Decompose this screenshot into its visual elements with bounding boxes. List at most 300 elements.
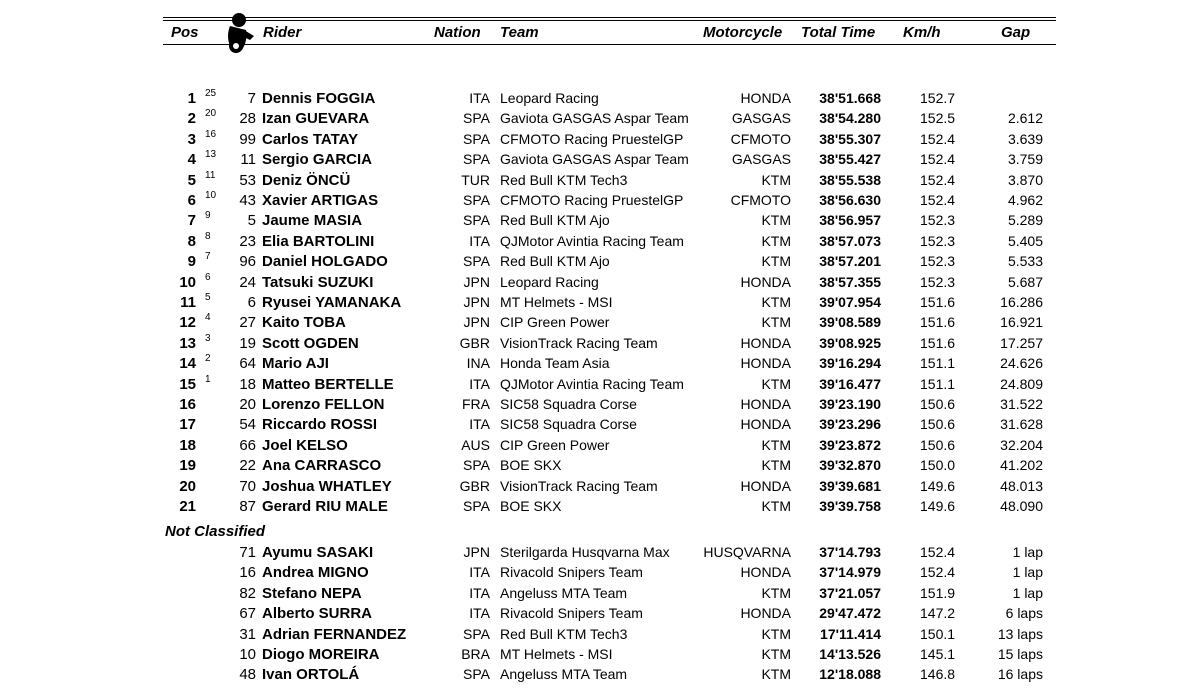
cell-rider: Gerard RIU MALE <box>262 498 388 515</box>
cell-nation: AUS <box>461 436 490 453</box>
cell-pts: 9 <box>205 210 211 222</box>
cell-pos: 6 <box>187 192 196 209</box>
header-gap: Gap <box>1001 24 1031 41</box>
cell-pos: 20 <box>179 477 196 495</box>
cell-moto: KTM <box>761 584 791 601</box>
cell-gap: 5.687 <box>1007 273 1043 290</box>
cell-gap: 3.639 <box>1007 130 1043 147</box>
cell-pts: 2 <box>205 353 211 365</box>
cell-gap: 32.204 <box>1000 436 1043 453</box>
cell-team: SIC58 Squadra Corse <box>500 396 637 412</box>
cell-team: Gaviota GASGAS Aspar Team <box>500 151 689 168</box>
cell-nation: INA <box>466 355 490 372</box>
cell-num: 7 <box>247 90 256 107</box>
cell-moto: HONDA <box>740 416 791 433</box>
cell-rider: Andrea MIGNO <box>262 564 369 582</box>
cell-pos: 16 <box>179 396 196 413</box>
cell-rider: Stefano NEPA <box>262 584 362 602</box>
cell-nation: JPN <box>463 294 490 310</box>
cell-pos: 9 <box>187 253 196 271</box>
cell-time: 38'54.280 <box>819 110 881 127</box>
cell-kmh: 152.4 <box>920 564 956 581</box>
header-rider: Rider <box>263 24 302 41</box>
cell-gap: 3.870 <box>1007 171 1043 188</box>
cell-pos: 18 <box>179 436 196 454</box>
cell-nation: GBR <box>459 477 490 494</box>
cell-time: 39'16.477 <box>819 375 881 392</box>
cell-pts: 20 <box>205 108 217 120</box>
cell-kmh: 145.1 <box>920 646 956 662</box>
cell-num: 6 <box>247 294 256 311</box>
cell-gap: 5.289 <box>1007 212 1043 229</box>
cell-moto: HUSQVARNA <box>703 544 791 560</box>
cell-pos: 8 <box>187 232 196 250</box>
cell-nation: SPA <box>463 457 490 474</box>
cell-nation: JPN <box>463 544 490 560</box>
cell-gap: 48.013 <box>1000 477 1043 494</box>
cell-num: 96 <box>239 253 256 271</box>
cell-time: 38'57.073 <box>819 232 881 249</box>
cell-team: Sterilgarda Husqvarna Max <box>500 544 670 560</box>
cell-kmh: 151.6 <box>920 314 956 331</box>
result-row <box>0 373 1200 396</box>
cell-gap: 16.921 <box>1000 314 1043 331</box>
header-pos: Pos <box>171 24 199 41</box>
header-bottom-rule <box>163 44 1056 45</box>
cell-nation: ITA <box>469 564 490 581</box>
cell-gap: 16.286 <box>1000 294 1043 310</box>
cell-moto: KTM <box>761 666 791 683</box>
cell-pos: 12 <box>179 314 196 332</box>
cell-num: 24 <box>239 273 256 291</box>
cell-moto: HONDA <box>740 90 791 106</box>
cell-moto: KTM <box>761 498 791 514</box>
result-row <box>0 355 1200 375</box>
cell-rider: Scott OGDEN <box>262 334 359 352</box>
cell-team: MT Helmets - MSI <box>500 646 613 662</box>
result-row <box>0 498 1200 518</box>
result-row <box>0 332 1200 355</box>
cell-moto: GASGAS <box>731 151 791 168</box>
header-nation: Nation <box>434 24 481 41</box>
cell-rider: Jaume MASIA <box>262 212 363 230</box>
result-row <box>0 605 1200 625</box>
cell-num: 20 <box>239 396 256 413</box>
cell-rider: Ana CARRASCO <box>262 457 382 475</box>
cell-rider: Joel KELSO <box>262 436 348 454</box>
cell-num: 48 <box>239 666 256 684</box>
cell-nation: FRA <box>462 396 490 412</box>
cell-time: 39'07.954 <box>819 294 881 310</box>
cell-kmh: 150.6 <box>920 396 956 412</box>
cell-num: 23 <box>239 232 256 250</box>
result-row <box>0 230 1200 253</box>
result-row <box>0 416 1200 436</box>
result-row <box>0 212 1200 232</box>
cell-team: Honda Team Asia <box>500 355 610 372</box>
cell-nation: ITA <box>469 605 490 622</box>
cell-nation: SPA <box>463 110 490 127</box>
cell-pos: 7 <box>187 212 196 230</box>
cell-nation: SPA <box>463 192 490 208</box>
cell-num: 18 <box>239 375 256 393</box>
cell-team: Angeluss MTA Team <box>500 584 628 601</box>
cell-rider: Matteo BERTELLE <box>262 375 394 393</box>
cell-nation: SPA <box>463 498 490 514</box>
cell-team: Angeluss MTA Team <box>500 666 628 683</box>
cell-kmh: 149.6 <box>920 498 956 514</box>
cell-team: CFMOTO Racing PruestelGP <box>500 192 684 208</box>
cell-nation: JPN <box>463 273 490 290</box>
result-row <box>0 151 1200 171</box>
result-row <box>0 437 1200 457</box>
cell-moto: KTM <box>761 436 791 453</box>
cell-num: 87 <box>239 498 256 515</box>
header-top-rule <box>163 17 1056 18</box>
cell-pts: 3 <box>205 332 211 344</box>
cell-num: 31 <box>239 625 256 643</box>
cell-time: 29'47.472 <box>819 605 881 622</box>
cell-team: BOE SKX <box>500 457 562 474</box>
cell-moto: CFMOTO <box>730 192 791 208</box>
cell-gap: 4.962 <box>1007 192 1043 208</box>
cell-gap: 6 laps <box>1005 605 1043 622</box>
result-row <box>0 294 1200 314</box>
cell-pos: 11 <box>180 294 196 311</box>
cell-moto: GASGAS <box>731 110 791 127</box>
cell-kmh: 150.0 <box>920 457 956 474</box>
cell-kmh: 149.6 <box>920 477 956 494</box>
cell-rider: Elia BARTOLINI <box>262 232 375 250</box>
cell-moto: CFMOTO <box>730 130 791 147</box>
cell-num: 82 <box>239 584 256 602</box>
result-row <box>0 666 1200 686</box>
cell-num: 43 <box>239 192 256 209</box>
cell-rider: Kaito TOBA <box>262 314 346 332</box>
cell-kmh: 152.5 <box>920 110 956 127</box>
cell-pts: 5 <box>205 292 211 303</box>
cell-team: CIP Green Power <box>500 314 610 331</box>
cell-time: 39'23.872 <box>819 436 881 453</box>
cell-moto: KTM <box>761 253 791 270</box>
cell-time: 37'21.057 <box>819 584 881 601</box>
cell-rider: Xavier ARTIGAS <box>262 192 379 209</box>
cell-team: QJMotor Avintia Racing Team <box>500 232 684 249</box>
cell-pos: 5 <box>187 171 196 189</box>
cell-rider: Lorenzo FELLON <box>262 396 385 413</box>
cell-team: Rivacold Snipers Team <box>500 564 643 581</box>
cell-moto: HONDA <box>740 564 791 581</box>
cell-nation: SPA <box>463 253 490 270</box>
cell-team: Leopard Racing <box>500 273 599 290</box>
cell-gap: 3.759 <box>1007 151 1043 168</box>
cell-num: 19 <box>239 334 256 352</box>
cell-kmh: 152.4 <box>920 544 956 560</box>
cell-kmh: 151.6 <box>920 294 956 310</box>
cell-time: 38'56.957 <box>819 212 881 229</box>
cell-moto: HONDA <box>740 334 791 351</box>
cell-nation: SPA <box>463 212 490 229</box>
cell-time: 12'18.088 <box>819 666 881 683</box>
cell-num: 71 <box>239 544 256 561</box>
cell-moto: HONDA <box>740 605 791 622</box>
cell-gap: 41.202 <box>1000 457 1043 474</box>
result-row <box>0 478 1200 498</box>
cell-kmh: 151.1 <box>920 355 956 372</box>
cell-team: Red Bull KTM Tech3 <box>500 625 628 642</box>
cell-rider: Dennis FOGGIA <box>262 90 376 107</box>
cell-moto: KTM <box>761 375 791 392</box>
cell-rider: Tatsuki SUZUKI <box>262 273 374 291</box>
cell-pos: 14 <box>179 355 196 373</box>
cell-num: 22 <box>239 457 256 475</box>
result-row <box>0 457 1200 477</box>
cell-time: 37'14.979 <box>819 564 881 581</box>
cell-kmh: 151.1 <box>920 375 956 392</box>
cell-pos: 17 <box>179 416 196 434</box>
cell-rider: Ryusei YAMANAKA <box>262 294 402 311</box>
cell-team: Gaviota GASGAS Aspar Team <box>500 110 689 127</box>
cell-pos: 1 <box>187 90 196 107</box>
cell-num: 99 <box>239 130 256 148</box>
result-row <box>0 128 1200 151</box>
cell-kmh: 150.6 <box>920 436 956 453</box>
cell-rider: Adrian FERNANDEZ <box>262 625 407 643</box>
cell-time: 39'23.296 <box>819 416 881 433</box>
cell-time: 38'51.668 <box>819 90 881 106</box>
cell-moto: HONDA <box>740 396 791 412</box>
cell-kmh: 152.4 <box>920 171 956 188</box>
cell-moto: HONDA <box>740 355 791 372</box>
cell-rider: Joshua WHATLEY <box>262 477 392 495</box>
cell-rider: Ivan ORTOLÁ <box>262 666 360 684</box>
cell-moto: HONDA <box>740 477 791 494</box>
result-row <box>0 544 1200 564</box>
cell-team: VisionTrack Racing Team <box>500 477 658 494</box>
header-motorcycle: Motorcycle <box>703 24 783 41</box>
cell-time: 39'39.681 <box>819 477 881 494</box>
result-row <box>0 192 1200 212</box>
cell-rider: Ayumu SASAKI <box>262 544 374 561</box>
cell-gap: 17.257 <box>1000 334 1043 351</box>
result-row <box>0 396 1200 416</box>
result-row <box>0 90 1200 110</box>
cell-moto: KTM <box>761 232 791 249</box>
cell-kmh: 152.3 <box>920 273 956 290</box>
cell-time: 38'55.538 <box>819 171 881 188</box>
cell-time: 38'55.427 <box>819 151 881 168</box>
cell-pts: 10 <box>205 190 217 201</box>
cell-nation: ITA <box>469 416 490 433</box>
cell-team: SIC58 Squadra Corse <box>500 416 637 433</box>
cell-num: 27 <box>239 314 256 332</box>
motorcycle-rider-icon <box>218 6 260 54</box>
cell-pts: 13 <box>205 149 217 161</box>
cell-num: 66 <box>239 436 256 454</box>
cell-nation: SPA <box>463 151 490 168</box>
cell-kmh: 152.7 <box>920 90 956 106</box>
cell-nation: BRA <box>461 646 490 662</box>
cell-kmh: 152.4 <box>920 192 956 208</box>
cell-time: 38'57.355 <box>819 273 881 290</box>
cell-gap: 1 lap <box>1012 564 1043 581</box>
cell-rider: Diogo MOREIRA <box>262 646 380 663</box>
header-team: Team <box>500 24 539 41</box>
cell-rider: Sergio GARCIA <box>262 151 373 169</box>
cell-pts: 11 <box>205 169 216 181</box>
cell-pos: 3 <box>187 130 196 148</box>
header-total-time: Total Time <box>801 24 876 41</box>
cell-rider: Izan GUEVARA <box>262 110 370 128</box>
cell-nation: ITA <box>469 232 490 249</box>
cell-num: 67 <box>239 605 256 623</box>
cell-num: 54 <box>239 416 256 434</box>
cell-team: Rivacold Snipers Team <box>500 605 643 622</box>
result-row <box>0 585 1200 605</box>
cell-time: 14'13.526 <box>819 646 881 662</box>
cell-moto: HONDA <box>740 273 791 290</box>
cell-time: 37'14.793 <box>819 544 881 560</box>
cell-gap: 16 laps <box>997 666 1043 683</box>
cell-gap: 1 lap <box>1012 544 1043 560</box>
cell-time: 38'55.307 <box>819 130 881 147</box>
result-row <box>0 271 1200 294</box>
cell-pos: 15 <box>179 375 196 393</box>
cell-team: VisionTrack Racing Team <box>500 334 658 351</box>
cell-time: 17'11.414 <box>820 625 881 642</box>
cell-kmh: 147.2 <box>920 605 956 622</box>
cell-moto: KTM <box>761 457 791 474</box>
cell-pos: 19 <box>179 457 196 475</box>
cell-time: 39'16.294 <box>819 355 881 372</box>
cell-pos: 10 <box>179 273 196 291</box>
cell-pts: 7 <box>205 251 211 263</box>
cell-nation: TUR <box>461 171 490 188</box>
result-row <box>0 110 1200 130</box>
cell-time: 39'08.925 <box>819 334 881 351</box>
cell-kmh: 151.6 <box>920 334 956 351</box>
cell-gap: 5.405 <box>1007 232 1043 249</box>
cell-nation: SPA <box>463 130 490 147</box>
cell-num: 5 <box>247 212 256 230</box>
cell-nation: JPN <box>463 314 490 331</box>
cell-time: 39'32.870 <box>819 457 881 474</box>
cell-gap: 13 laps <box>997 625 1043 642</box>
cell-pts: 25 <box>205 88 217 99</box>
cell-pos: 4 <box>187 151 196 169</box>
cell-moto: KTM <box>761 646 791 662</box>
cell-kmh: 150.6 <box>920 416 956 433</box>
cell-pos: 13 <box>179 334 196 352</box>
cell-rider: Alberto SURRA <box>262 605 373 623</box>
cell-moto: KTM <box>761 212 791 229</box>
cell-num: 70 <box>239 477 256 495</box>
header-top-rule-2 <box>163 20 1056 21</box>
cell-team: Red Bull KTM Tech3 <box>500 171 628 188</box>
cell-gap: 31.628 <box>1000 416 1043 433</box>
cell-rider: Deniz ÖNCÜ <box>262 171 351 189</box>
cell-rider: Riccardo ROSSI <box>262 416 378 434</box>
cell-nation: SPA <box>463 625 490 642</box>
cell-kmh: 152.3 <box>920 212 956 229</box>
cell-gap: 5.533 <box>1007 253 1043 270</box>
cell-num: 10 <box>239 646 256 663</box>
cell-kmh: 152.3 <box>920 253 956 270</box>
cell-gap: 2.612 <box>1007 110 1043 127</box>
cell-team: QJMotor Avintia Racing Team <box>500 375 684 392</box>
cell-moto: KTM <box>761 314 791 331</box>
cell-pos: 21 <box>179 498 196 515</box>
cell-num: 53 <box>239 171 256 189</box>
cell-time: 39'39.758 <box>819 498 881 514</box>
cell-team: Red Bull KTM Ajo <box>500 253 610 270</box>
cell-nation: ITA <box>469 90 490 106</box>
cell-time: 39'08.589 <box>819 314 881 331</box>
cell-nation: ITA <box>469 375 490 392</box>
result-row <box>0 253 1200 273</box>
result-row <box>0 626 1200 646</box>
cell-num: 11 <box>240 151 256 169</box>
cell-kmh: 152.3 <box>920 232 956 249</box>
cell-num: 64 <box>239 355 256 373</box>
cell-team: BOE SKX <box>500 498 562 514</box>
cell-nation: GBR <box>459 334 490 351</box>
cell-team: CIP Green Power <box>500 436 610 453</box>
result-row <box>0 169 1200 192</box>
result-row <box>0 646 1200 666</box>
cell-num: 28 <box>239 110 256 128</box>
cell-gap: 48.090 <box>1000 498 1043 514</box>
cell-team: MT Helmets - MSI <box>500 294 613 310</box>
cell-gap: 1 lap <box>1012 584 1043 601</box>
cell-kmh: 146.8 <box>920 666 956 683</box>
cell-kmh: 150.1 <box>920 625 956 642</box>
cell-nation: ITA <box>469 584 490 601</box>
cell-team: CFMOTO Racing PruestelGP <box>500 130 684 147</box>
cell-moto: KTM <box>761 294 791 310</box>
cell-rider: Daniel HOLGADO <box>262 253 388 271</box>
cell-kmh: 151.9 <box>920 584 956 601</box>
cell-moto: KTM <box>761 625 791 642</box>
cell-time: 39'23.190 <box>819 396 881 412</box>
cell-time: 38'56.630 <box>819 192 881 208</box>
result-row <box>0 564 1200 584</box>
not-classified-title: Not Classified <box>165 523 266 540</box>
cell-pts: 8 <box>205 230 211 242</box>
cell-time: 38'57.201 <box>819 253 881 270</box>
cell-nation: SPA <box>463 666 490 683</box>
header-kmh: Km/h <box>903 24 941 41</box>
cell-team: Leopard Racing <box>500 90 599 106</box>
cell-moto: KTM <box>761 171 791 188</box>
cell-rider: Carlos TATAY <box>262 130 359 148</box>
cell-gap: 15 laps <box>997 646 1043 662</box>
cell-pts: 4 <box>205 312 211 324</box>
cell-team: Red Bull KTM Ajo <box>500 212 610 229</box>
cell-kmh: 152.4 <box>920 130 956 147</box>
cell-pos: 2 <box>187 110 196 128</box>
cell-pts: 1 <box>205 373 211 385</box>
cell-kmh: 152.4 <box>920 151 956 168</box>
cell-pts: 6 <box>205 271 211 283</box>
cell-rider: Mario AJI <box>262 355 329 373</box>
cell-gap: 24.626 <box>1000 355 1043 372</box>
cell-pts: 16 <box>205 128 217 140</box>
cell-num: 16 <box>239 564 256 582</box>
cell-gap: 31.522 <box>1000 396 1043 412</box>
result-row <box>0 314 1200 334</box>
cell-gap: 24.809 <box>1000 375 1043 392</box>
